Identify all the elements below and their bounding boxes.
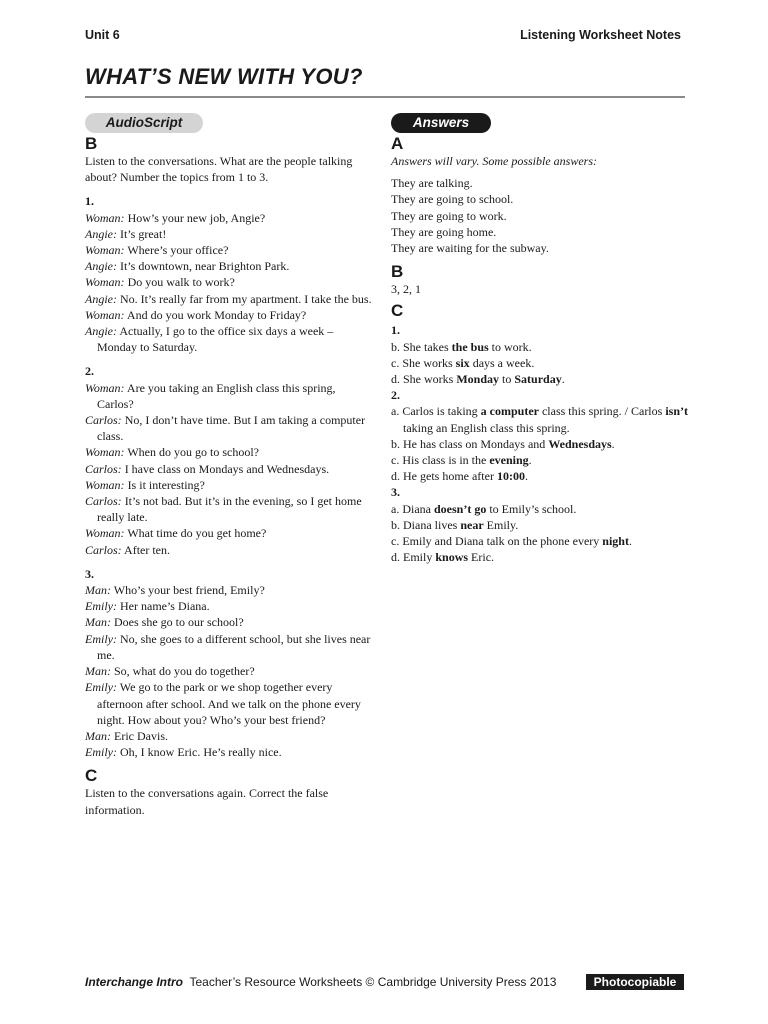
answers-section-c-heading: C [391,301,404,321]
dialogue-line [85,323,375,355]
answer-text: taking an English class this spring. [403,420,570,435]
dialogue-line [85,631,375,663]
answer-text: class this spring. / Carlos [538,404,666,419]
dialogue-line [85,291,375,307]
answer-text: b. She takes [391,339,452,354]
answer-item [391,371,691,387]
speaker-name: Emily: [85,745,117,760]
answers-section-b-heading: B [391,262,404,282]
speaker-name: Angie: [85,291,117,306]
answer-text: a. Carlos is taking [391,404,481,419]
answer-group-number: 3. [391,485,400,500]
answer-item: They are going to work. [391,208,507,223]
speaker-name: Angie: [85,324,117,339]
answer-keyword: evening [489,453,529,468]
dialogue-text: What time do you get home? [127,526,267,541]
photocopiable-badge: Photocopiable [586,974,684,990]
answer-keyword: doesn’t go [433,501,487,516]
speaker-name: Carlos: [85,461,122,476]
answer-text: Emily. [483,517,519,532]
unit-label: Unit 6 [85,28,120,42]
conversation-number: 2. [85,364,94,379]
audioscript-label: AudioScript [85,113,203,133]
answer-item [391,339,691,355]
dialogue-line [85,542,375,558]
dialogue-line [85,728,375,744]
dialogue-line [85,226,375,242]
audioscript-section-c-instructions: Listen to the conversations again. Correct the false information. [85,786,329,817]
answer-item: They are going to school. [391,192,514,207]
answer-item [391,436,691,452]
answer-item: They are talking. [391,176,473,191]
dialogue-line [85,210,375,226]
dialogue-text: No. It’s really far from my apartment. I take the bus. [120,291,372,306]
speaker-name: Woman: [85,526,125,541]
speaker-name: Carlos: [85,542,122,557]
dialogue-line [85,582,375,598]
dialogue-line [85,598,375,614]
answer-keyword: Wednesdays [548,436,612,451]
answers-section-b-answer: 3, 2, 1 [391,282,421,297]
dialogue-line [85,663,375,679]
answer-keyword: knows [435,550,469,565]
dialogue-line [85,444,375,460]
answer-item: They are waiting for the subway. [391,241,549,256]
answer-item [391,452,691,468]
answer-group-number: 1. [391,323,400,338]
answer-item [391,355,691,371]
speaker-name: Woman: [85,307,125,322]
answer-keyword: a computer [480,404,539,419]
answer-keyword: Monday [456,372,500,387]
dialogue-text: When do you go to school? [127,445,260,460]
title-divider [85,96,685,98]
dialogue-text: Where’s your office? [127,243,229,258]
answer-text: b. He has class on Mondays and [391,436,549,451]
speaker-name: Man: [85,583,111,598]
answers-label: Answers [391,113,491,133]
dialogue-line [85,242,375,258]
speaker-name: Man: [85,615,111,630]
speaker-name: Woman: [85,477,125,492]
dialogue-text: We go to the park or we shop together every afternoon after school. And we talk on the phone every night. How about you? Who’s your best friend? [97,680,361,727]
speaker-name: Woman: [85,275,125,290]
speaker-name: Carlos: [85,494,122,509]
answers-section-a-list [391,175,691,256]
answer-keyword: Saturday [514,372,562,387]
answer-item [391,533,691,549]
dialogue-text: Actually, I go to the office six days a week – Monday to Saturday. [97,324,334,355]
dialogue-text: It’s downtown, near Brighton Park. [120,259,290,274]
dialogue-line [85,258,375,274]
dialogue-line [85,307,375,323]
dialogue-text: Do you walk to work? [127,275,235,290]
answers-section-a-heading: A [391,134,404,153]
dialogue-line [85,525,375,541]
audioscript-column [85,113,375,818]
answer-text: . [524,469,528,484]
speaker-name: Woman: [85,445,125,460]
answer-item [391,517,691,533]
footer [85,975,556,989]
speaker-name: Man: [85,664,111,679]
dialogue-line [85,380,375,412]
answer-keyword: the bus [451,339,489,354]
answer-item [391,403,691,435]
answer-keyword: isn’t [665,404,688,419]
dialogue-text: Are you taking an English class this spring, Carlos? [97,380,336,411]
dialogue-line [85,412,375,444]
answer-text: . [561,372,565,387]
answer-text: to [499,372,515,387]
answer-text: Eric. [468,550,495,565]
dialogue-line [85,744,375,760]
answer-group-number: 2. [391,388,400,403]
answers-section-c-list [391,322,691,565]
dialogue-text: No, I don’t have time. But I am taking a computer class. [97,413,366,444]
dialogue-text: It’s great! [120,226,167,241]
answer-text: c. Emily and Diana talk on the phone every [391,534,603,549]
dialogue-text: Eric Davis. [114,728,168,743]
conversation-number: 3. [85,566,94,581]
answer-keyword: six [455,355,470,370]
answer-item [391,549,691,565]
dialogue-text: No, she goes to a different school, but she lives near me. [97,631,371,662]
dialogue-line [85,493,375,525]
answer-text: to Emily’s school. [486,501,577,516]
answer-text: c. His class is in the [391,453,490,468]
dialogue-line [85,614,375,630]
worksheet-type-label: Listening Worksheet Notes [520,28,681,42]
speaker-name: Woman: [85,210,125,225]
page-title: WHAT’S NEW WITH YOU? [85,64,363,89]
answer-text: a. Diana [391,501,434,516]
speaker-name: Angie: [85,226,117,241]
answer-keyword: 10:00 [496,469,525,484]
answer-text: c. She works [391,355,456,370]
answer-text: . [528,453,532,468]
dialogue-text: So, what do you do together? [114,664,255,679]
footer-copyright: Teacher’s Resource Worksheets © Cambridge University Press 2013 [189,975,557,989]
audioscript-section-b-heading: B [85,134,98,153]
answer-item [391,468,691,484]
footer-book-title: Interchange Intro [85,975,184,989]
dialogue-text: I have class on Mondays and Wednesdays. [124,461,330,476]
audioscript-section-c-heading: C [85,766,98,786]
speaker-name: Carlos: [85,413,122,428]
answer-text: b. Diana lives [391,517,461,532]
answers-column [391,113,691,565]
speaker-name: Emily: [85,599,117,614]
dialogue-text: Her name’s Diana. [120,599,210,614]
speaker-name: Emily: [85,680,117,695]
answer-text: . [628,534,632,549]
dialogue-text: And do you work Monday to Friday? [126,307,307,322]
dialogue-text: Oh, I know Eric. He’s really nice. [120,745,282,760]
answer-item [391,501,691,517]
answers-section-a-intro: Answers will vary. Some possible answers: [391,154,597,168]
dialogue-text: Does she go to our school? [114,615,244,630]
speaker-name: Angie: [85,259,117,274]
speaker-name: Man: [85,728,111,743]
dialogue-line [85,461,375,477]
answer-text: . [611,436,615,451]
answer-item: They are going home. [391,224,497,239]
dialogue-line [85,679,375,728]
answer-text: d. Emily [391,550,436,565]
dialogue-text: It’s not bad. But it’s in the evening, so I get home really late. [97,494,362,525]
answer-text: d. She works [391,372,457,387]
dialogue-line [85,274,375,290]
audioscript-section-b-instructions: Listen to the conversations. What are the people talking about? Number the topics from 1 to 3. [85,154,353,185]
answer-keyword: night [602,534,629,549]
answer-text: days a week. [469,355,535,370]
answer-text: to work. [488,339,532,354]
conversation-number: 1. [85,194,94,209]
dialogue-text: Is it interesting? [127,477,205,492]
speaker-name: Emily: [85,631,117,646]
answer-keyword: near [460,517,484,532]
speaker-name: Woman: [85,380,125,395]
dialogue-line [85,477,375,493]
dialogue-text: How’s your new job, Angie? [127,210,266,225]
conversation-list [85,193,375,760]
dialogue-text: After ten. [124,542,171,557]
dialogue-text: Who’s your best friend, Emily? [113,583,265,598]
speaker-name: Woman: [85,243,125,258]
answer-text: d. He gets home after [391,469,497,484]
